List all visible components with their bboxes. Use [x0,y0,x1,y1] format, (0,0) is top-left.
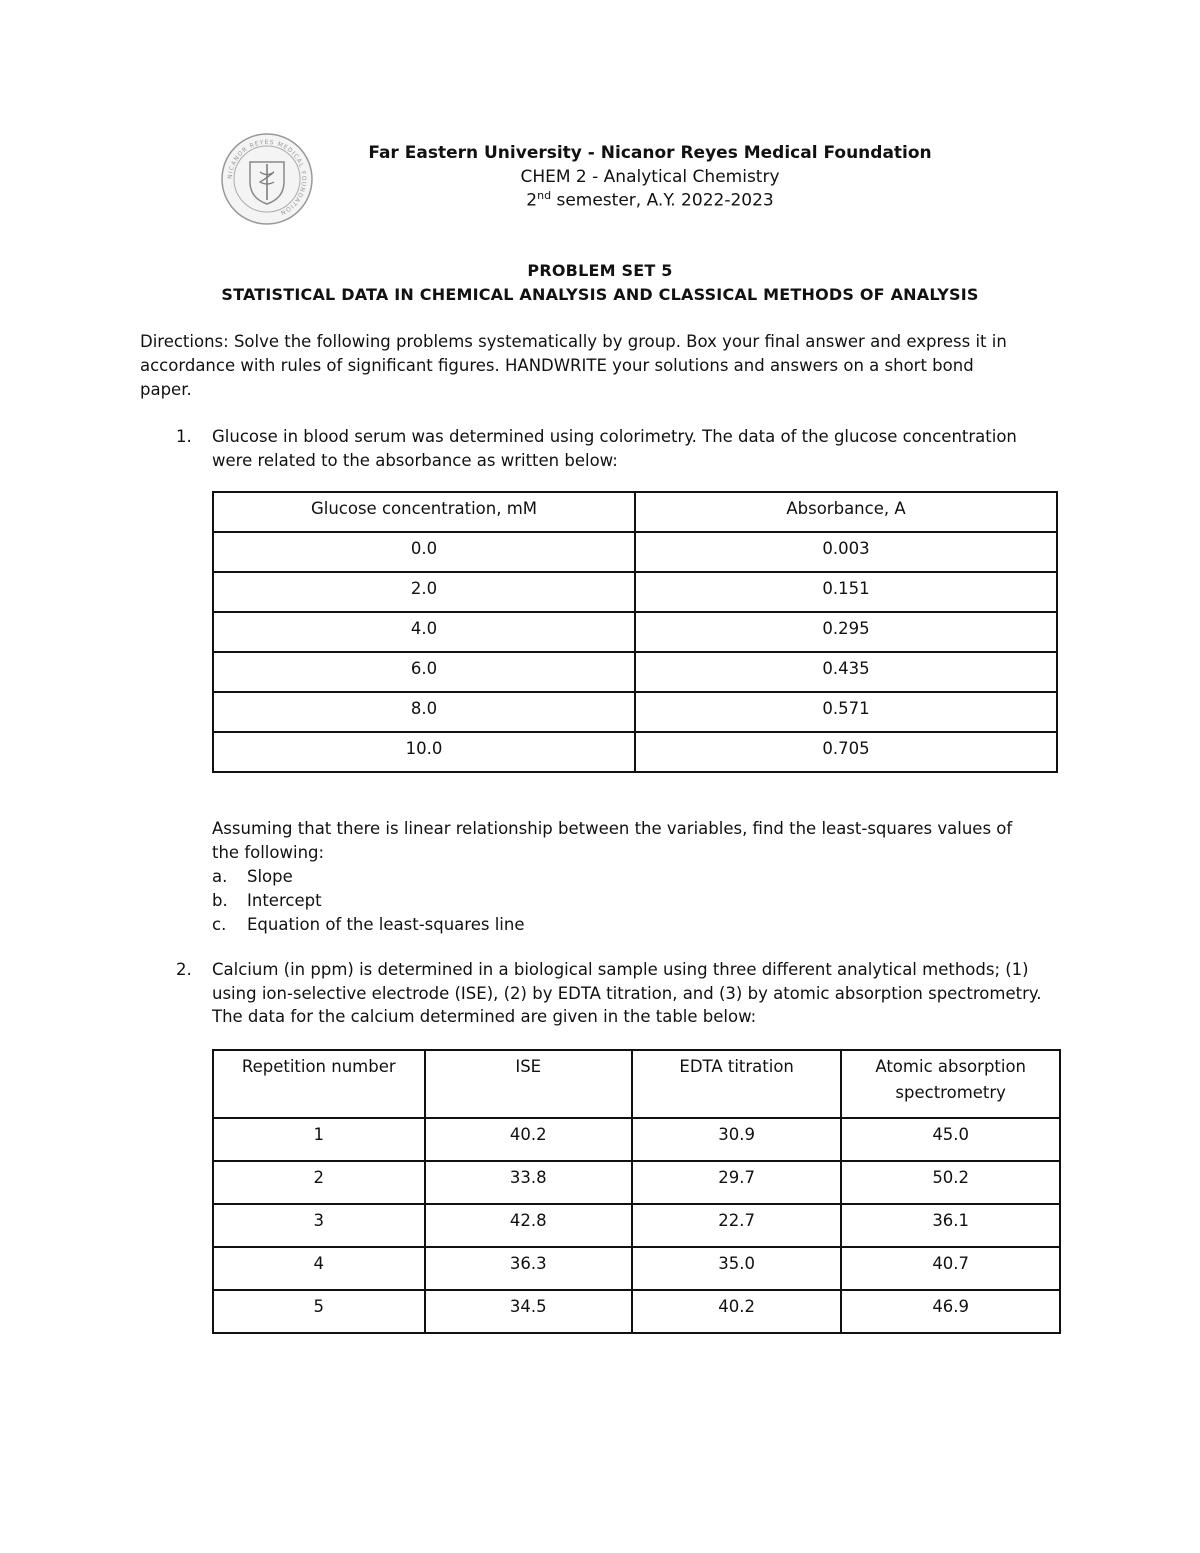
table-cell: 10.0 [213,732,635,772]
list-text: Slope [247,867,293,886]
table-cell: 30.9 [632,1118,841,1161]
table-cell: 50.2 [841,1161,1060,1204]
table-row [213,1204,1060,1247]
table-header-cell: ISE [425,1050,632,1118]
list-item [212,865,1062,889]
table-cell: 8.0 [213,692,635,732]
list-marker: b. [212,891,228,910]
table-cell: 34.5 [425,1290,632,1333]
table-row [213,572,1057,612]
calcium-table [212,1049,1061,1334]
table-cell: 40.2 [632,1290,841,1333]
table-row [213,732,1057,772]
table-header-cell: Glucose concentration, mM [213,492,635,532]
list-item [212,889,1062,913]
question-line: Glucose in blood serum was determined using colorimetry. The data of the glucose concentration [212,427,1017,446]
table-header-cell: Absorbance, A [635,492,1057,532]
table-header-cell: Repetition number [213,1050,425,1118]
table-row [213,1118,1060,1161]
question-line: using ion-selective electrode (ISE), (2) by EDTA titration, and (3) by atomic absorption spectrometry. [212,983,1042,1003]
institution-name: Far Eastern University - Nicanor Reyes Medical Foundation [368,143,932,163]
table-cell: 0.295 [635,612,1057,652]
list-text: Intercept [247,891,322,910]
list-marker: a. [212,867,228,886]
semester-suffix: nd [537,189,552,202]
table-row [213,692,1057,732]
course-name: CHEM 2 - Analytical Chemistry [520,167,780,187]
table-cell: 35.0 [632,1247,841,1290]
table-cell: 3 [213,1204,425,1247]
table-cell: 29.7 [632,1161,841,1204]
table-cell: 33.8 [425,1161,632,1204]
table-cell: 0.0 [213,532,635,572]
list-item [212,913,1062,937]
table-row [213,532,1057,572]
header-line: spectrometry [895,1083,1006,1102]
table-row [213,612,1057,652]
table-cell: 5 [213,1290,425,1333]
question-line: Calcium (in ppm) is determined in a biological sample using three different analytical methods; (1) [212,960,1029,979]
table-cell: 42.8 [425,1204,632,1247]
semester-number: 2 [526,190,538,211]
table-cell: 40.2 [425,1118,632,1161]
table-cell: 0.435 [635,652,1057,692]
table-cell: 2.0 [213,572,635,612]
problem-set-subtitle: STATISTICAL DATA IN CHEMICAL ANALYSIS AND CLASSICAL METHODS OF ANALYSIS [221,285,979,304]
list-marker: c. [212,915,227,934]
table-cell: 4.0 [213,612,635,652]
table-cell: 1 [213,1118,425,1161]
question-1-text [212,425,1062,473]
seal-lettering: NICANOR REYES MEDICAL FOUNDATION [226,138,308,217]
table-row [213,1290,1060,1333]
problem-set-title: PROBLEM SET 5 [527,261,673,280]
question-number: 1. [176,427,192,446]
semester-line [300,189,1000,211]
table-cell: 22.7 [632,1204,841,1247]
table-row [213,1247,1060,1290]
table-cell: 45.0 [841,1118,1060,1161]
directions-line: accordance with rules of significant figures. HANDWRITE your solutions and answers on a short bond [140,356,974,375]
table-cell: 0.151 [635,572,1057,612]
question-line: The data for the calcium determined are given in the table below: [212,1007,757,1026]
table-row [213,1161,1060,1204]
directions-line: paper. [140,380,192,399]
semester-text: semester, A.Y. 2022-2023 [551,190,774,211]
table-header-cell [841,1050,1060,1118]
table-cell: 0.705 [635,732,1057,772]
directions-line: Directions: Solve the following problems systematically by group. Box your final answer and express it in [140,332,1007,351]
header-line: Atomic absorption [875,1057,1027,1076]
question-line: Assuming that there is linear relationship between the variables, find the least-squares values of [212,819,1013,838]
table-cell: 4 [213,1247,425,1290]
table-header-row [213,1050,1060,1118]
question-line: were related to the absorbance as written below: [212,451,618,470]
table-cell: 36.1 [841,1204,1060,1247]
question-1-tasks [212,817,1062,937]
directions [140,330,1060,402]
table-header-row [213,492,1057,532]
table-row [213,652,1057,692]
table-cell: 40.7 [841,1247,1060,1290]
question-number: 2. [176,960,192,979]
question-line: the following: [212,843,325,862]
table-cell: 46.9 [841,1290,1060,1333]
glucose-table [212,491,1058,773]
table-cell: 0.003 [635,532,1057,572]
table-header-cell: EDTA titration [632,1050,841,1118]
question-2-text [212,958,1072,1029]
table-cell: 36.3 [425,1247,632,1290]
table-cell: 2 [213,1161,425,1204]
table-cell: 6.0 [213,652,635,692]
table-cell: 0.571 [635,692,1057,732]
list-text: Equation of the least-squares line [247,915,525,934]
